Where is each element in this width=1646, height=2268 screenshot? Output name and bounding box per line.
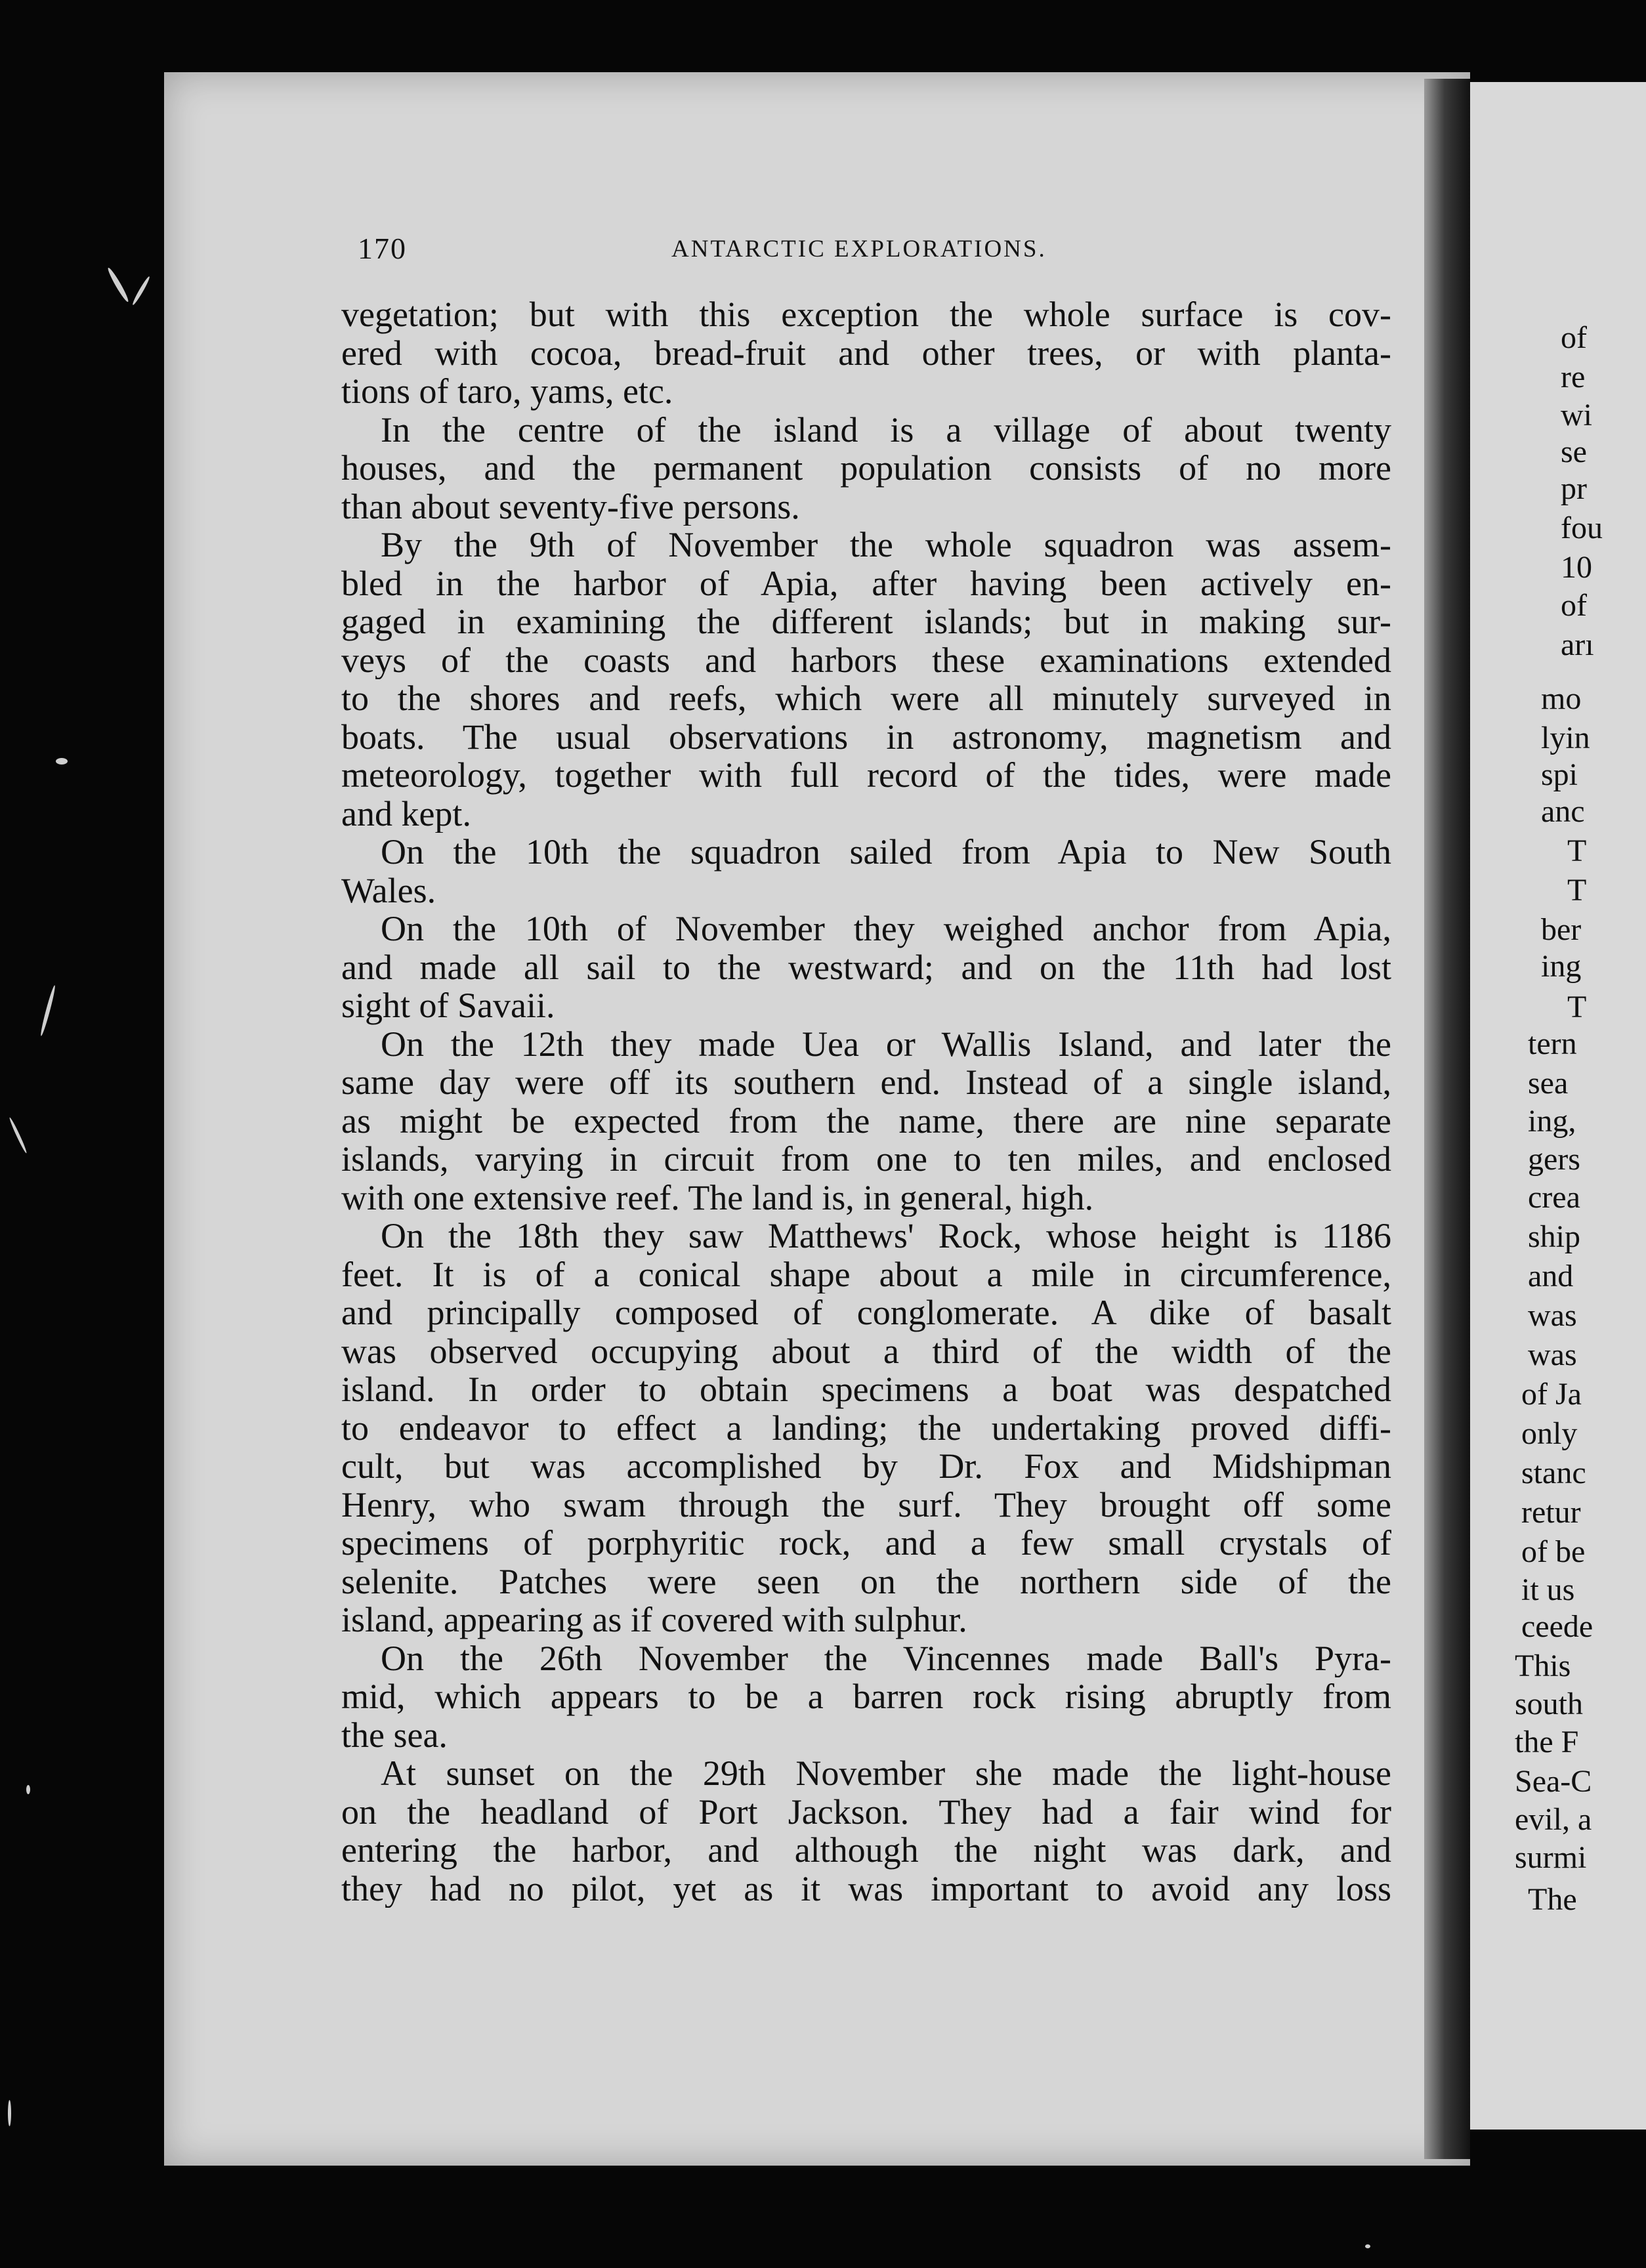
text-line: sight of Savaii.	[341, 986, 555, 1025]
text-line: selenite. Patches were seen on the northern side of the	[341, 1562, 1391, 1601]
facing-page-line: arı	[1561, 627, 1594, 662]
body-text	[341, 295, 1391, 1908]
text-line: island. In order to obtain specimens a boat was despatched	[341, 1370, 1391, 1409]
text-line: mid, which appears to be a barren rock rising abruptly from	[341, 1677, 1391, 1716]
facing-page-line: sea	[1528, 1066, 1569, 1101]
facing-page-line: was	[1528, 1298, 1577, 1333]
facing-page-line: This	[1515, 1648, 1571, 1683]
text-line: boats. The usual observations in astronomy, magnetism and	[341, 717, 1391, 756]
text-line: than about seventy-five persons.	[341, 487, 800, 526]
text-line: specimens of porphyritic rock, and a few small crystals of	[341, 1524, 1391, 1563]
facing-page-line: of	[1561, 588, 1587, 623]
facing-page-line: ceede	[1521, 1609, 1593, 1644]
facing-page-line: The	[1528, 1882, 1577, 1917]
facing-page-line: T	[1567, 873, 1587, 908]
text-line: tions of taro, yams, etc.	[341, 372, 673, 411]
text-line: meteorology, together with full record of the tides, were made	[341, 756, 1391, 795]
text-line: with one extensive reef. The land is, in general, high.	[341, 1178, 1094, 1217]
text-line: On the 18th they saw Matthews' Rock, whose height is 1186	[381, 1217, 1391, 1255]
facing-page-line: and	[1528, 1259, 1574, 1293]
text-line: In the centre of the island is a village of about twenty	[381, 410, 1391, 449]
facing-page-line: wi	[1561, 398, 1592, 432]
text-line: At sunset on the 29th November she made the light-house	[381, 1754, 1391, 1793]
text-line: and kept.	[341, 794, 471, 833]
facing-page-line: was	[1528, 1337, 1577, 1372]
facing-page-line: evil, a	[1515, 1802, 1592, 1837]
text-line: On the 10th the squadron sailed from Apia to New South	[381, 833, 1391, 872]
text-line: vegetation; but with this exception the whole surface is cov-	[341, 295, 1391, 334]
facing-page-line: spi	[1541, 757, 1578, 792]
text-line: the sea.	[341, 1715, 448, 1754]
facing-page-line: of Ja	[1521, 1377, 1582, 1412]
text-line: as might be expected from the name, there are nine separate	[341, 1101, 1391, 1140]
text-line: veys of the coasts and harbors these examinations extended	[341, 640, 1391, 679]
text-line: By the 9th of November the whole squadron was assem-	[381, 526, 1391, 564]
text-line: they had no pilot, yet as it was important to avoid any loss	[341, 1869, 1391, 1908]
text-line: bled in the harbor of Apia, after having been actively en-	[341, 564, 1391, 602]
facing-page-line: mo	[1541, 681, 1582, 716]
text-line: to endeavor to effect a landing; the undertaking proved diffi-	[341, 1408, 1391, 1447]
facing-page-line: gers	[1528, 1142, 1580, 1177]
text-line: was observed occupying about a third of the width of the	[341, 1332, 1391, 1370]
text-line: to the shores and reefs, which were all minutely surveyed in	[341, 679, 1391, 718]
facing-page-line: fou	[1561, 511, 1603, 545]
scan-artifact	[1365, 2244, 1370, 2248]
text-line: and principally composed of conglomerate. A dike of basalt	[341, 1293, 1391, 1332]
scan-artifact	[8, 2100, 11, 2126]
facing-page-line: Sea-C	[1515, 1764, 1592, 1799]
text-line: gaged in examining the different islands; but in making sur-	[341, 602, 1391, 641]
text-line: On the 26th November the Vincennes made Ball's Pyra-	[381, 1639, 1391, 1677]
facing-page-line: T	[1567, 990, 1587, 1024]
text-line: island, appearing as if covered with sulphur.	[341, 1601, 967, 1639]
text-line: and made all sail to the westward; and on the 11th had lost	[341, 948, 1391, 986]
facing-page-line: retur	[1521, 1495, 1581, 1530]
facing-page-line: ing,	[1528, 1104, 1576, 1139]
text-line: islands, varying in circuit from one to ten miles, and enclosed	[341, 1140, 1391, 1179]
facing-page-line: of be	[1521, 1534, 1586, 1569]
text-line: entering the harbor, and although the night was dark, and	[341, 1831, 1391, 1870]
text-line: feet. It is of a conical shape about a mile in circumference,	[341, 1255, 1391, 1293]
running-head	[358, 231, 1388, 270]
facing-page-line: the F	[1515, 1725, 1579, 1759]
facing-page-line: of	[1561, 320, 1587, 355]
running-title: ANTARCTIC EXPLORATIONS.	[671, 236, 1047, 262]
facing-page-line: se	[1561, 434, 1587, 469]
facing-page-line: anc	[1541, 794, 1585, 829]
page-number: 170	[358, 232, 407, 265]
page-gutter	[1424, 79, 1470, 2159]
text-line: ered with cocoa, bread-fruit and other trees, or with planta-	[341, 333, 1391, 372]
facing-page-line: lyin	[1541, 721, 1590, 755]
facing-page-line: pr	[1561, 471, 1587, 506]
facing-page-line: 10	[1561, 550, 1592, 585]
scan-artifact	[26, 1785, 30, 1794]
text-line: On the 12th they made Uea or Wallis Island, and later the	[381, 1024, 1391, 1063]
text-line: houses, and the permanent population consists of no more	[341, 449, 1391, 488]
facing-page-line: ship	[1528, 1219, 1581, 1254]
facing-page-line: ing	[1541, 949, 1582, 984]
text-line: On the 10th of November they weighed anchor from Apia,	[381, 910, 1391, 948]
text-line: cult, but was accomplished by Dr. Fox and Midshipman	[341, 1447, 1391, 1486]
facing-page-line: re	[1561, 360, 1586, 394]
facing-page-line: tern	[1528, 1026, 1577, 1061]
text-line: same day were off its southern end. Instead of a single island,	[341, 1063, 1391, 1102]
facing-page-line: crea	[1528, 1180, 1580, 1215]
facing-page-line: only	[1521, 1416, 1578, 1451]
facing-page-line: ber	[1541, 912, 1582, 947]
text-line: Wales.	[341, 871, 436, 910]
facing-page-line: south	[1515, 1687, 1584, 1721]
scan-artifact	[56, 758, 68, 765]
facing-page-line: T	[1567, 833, 1587, 868]
facing-page-line: surmi	[1515, 1840, 1587, 1875]
text-line: Henry, who swam through the surf. They brought off some	[341, 1485, 1391, 1524]
facing-page-line: it us	[1521, 1572, 1575, 1607]
facing-page-line: stanc	[1521, 1456, 1586, 1490]
text-line: on the headland of Port Jackson. They had a fair wind for	[341, 1792, 1391, 1831]
